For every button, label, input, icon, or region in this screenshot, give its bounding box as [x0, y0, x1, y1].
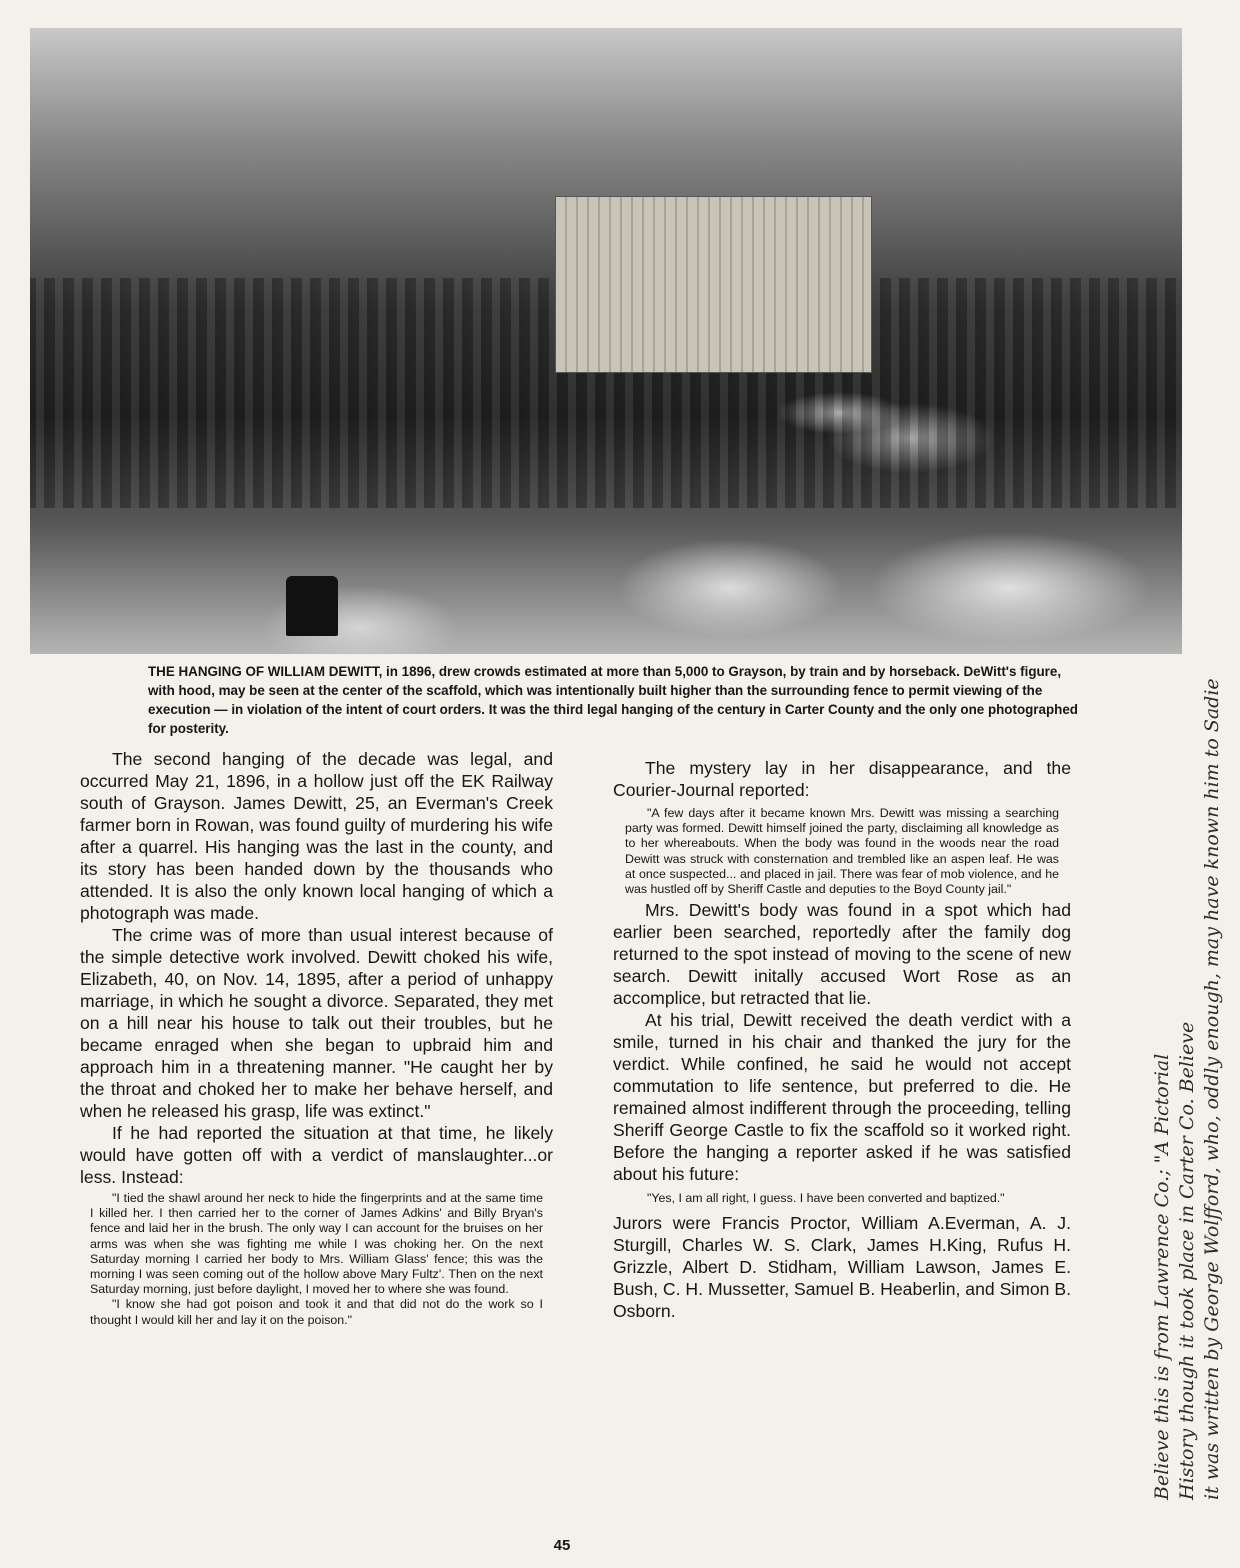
jurors-paragraph: Jurors were Francis Proctor, William A.Everman, A. J. Sturgill, Charles W. S. Clark, James H.King, Rufus H. Grizzle, Albert D. Stidham, William Lawson, James E. Bush, C. H. Mussetter, Samuel B. Heaberlin, and Simon B. Osborn. — [613, 1213, 1071, 1322]
page-number: 45 — [553, 1537, 571, 1554]
handwritten-line-3: it was written by George Wolfford, who, oddly enough, may have known him to Sadie — [1201, 678, 1223, 1500]
photo-caption — [148, 662, 1078, 738]
left-paragraph-3: If he had reported the situation at that time, he likely would have gotten off with a verdict of manslaughter...or less. Instead: — [80, 1123, 553, 1187]
handwritten-note — [1150, 320, 1240, 1500]
caption-text: in 1896, drew crowds estimated at more than 5,000 to Grayson, by train and by horseback. DeWitt's figure, with hood, may be seen at the center of the scaffold, which was intentionally built higher than the surrounding fence to permit viewing of the execution — in violation of the intent of court orders. It was the third legal hanging of the century in Carter County and the only one photographed for posterity. — [148, 664, 1078, 736]
scaffold-fence — [555, 196, 872, 373]
right-paragraph-2: Mrs. Dewitt's body was found in a spot which had earlier been searched, reportedly after the family dog returned to the spot instead of moving to the scene of new search. Dewitt initally accused Wort Rose as an accomplice, but retracted that lie. — [613, 900, 1071, 1009]
dewitt-quote: "Yes, I am all right, I guess. I have been converted and baptized." — [647, 1191, 1005, 1206]
handwritten-line-1: Believe this is from Lawrence Co.; "A Pictorial — [1151, 1053, 1173, 1500]
right-paragraph-1: The mystery lay in her disappearance, and the Courier-Journal reported: — [613, 758, 1071, 800]
confession-quote-2: "I know she had got poison and took it and that did not do the work so I thought I would kill her and lay it on the poison." — [90, 1297, 543, 1327]
left-paragraph-1: The second hanging of the decade was legal, and occurred May 21, 1896, in a hollow just off the EK Railway south of Grayson. James Dewitt, 25, an Everman's Creek farmer born in Rowan, was found guilty of murdering his wife after a quarrel. His hanging was the last in the county, and its story has been handed down by the thousands who attended. It is also the only known local hanging of which a photograph was made. — [80, 749, 553, 923]
top-hat — [286, 576, 338, 636]
caption-lead: THE HANGING OF WILLIAM DEWITT, — [148, 664, 383, 679]
confession-quote-1: "I tied the shawl around her neck to hide the fingerprints and at the same time I killed her. I then carried her to the corner of James Adkins' and Billy Bryan's fence and laid her in the brush. The only way I can account for the bruises on her arms was when she was fighting me while I was choking her. On the next Saturday morning I carried her body to Mrs. William Glass' fence; this was the morning I was seen coming out of the hollow above Mary Fultz'. Then on the next Saturday morning, just before daylight, I moved her to where she was found. — [90, 1191, 543, 1297]
left-column — [80, 748, 553, 1328]
courier-journal-quote: "A few days after it became known Mrs. Dewitt was missing a searching party was formed. Dewitt himself joined the party, disclaiming all knowledge as to her whereabouts. When the body was found in the woods near the road Dewitt was struck with consternation and trembled like an aspen leaf. He was at once suspected... and placed in jail. There was fear of mob violence, and he was hustled off by Sheriff Castle and deputies to the Boyd County jail." — [625, 806, 1059, 897]
right-column — [613, 757, 1071, 1322]
handwritten-line-2: History though it took place in Carter Co. Believe — [1176, 1021, 1198, 1500]
hanging-photograph — [30, 28, 1182, 654]
left-paragraph-2: The crime was of more than usual interest because of the simple detective work involved. Dewitt choked his wife, Elizabeth, 40, on Nov. 14, 1895, after a period of unhappy marriage, in which he sought a divorce. Separated, they met on a hill near his house to talk out their troubles, but he became enraged when she began to upbraid him and approach him in a threatening manner. "He caught her by the throat and choked her to make her behave herself, and when he released his grasp, life was extinct." — [80, 925, 553, 1121]
right-paragraph-3: At his trial, Dewitt received the death verdict with a smile, turned in his chair and thanked the jury for the verdict. While confined, he said he would not accept commutation to life sentence, but preferred to die. He remained almost indifferent through the proceeding, telling Sheriff George Castle to fix the scaffold so it worked right. Before the hanging a reporter asked if he was satisfied about his future: — [613, 1010, 1071, 1185]
